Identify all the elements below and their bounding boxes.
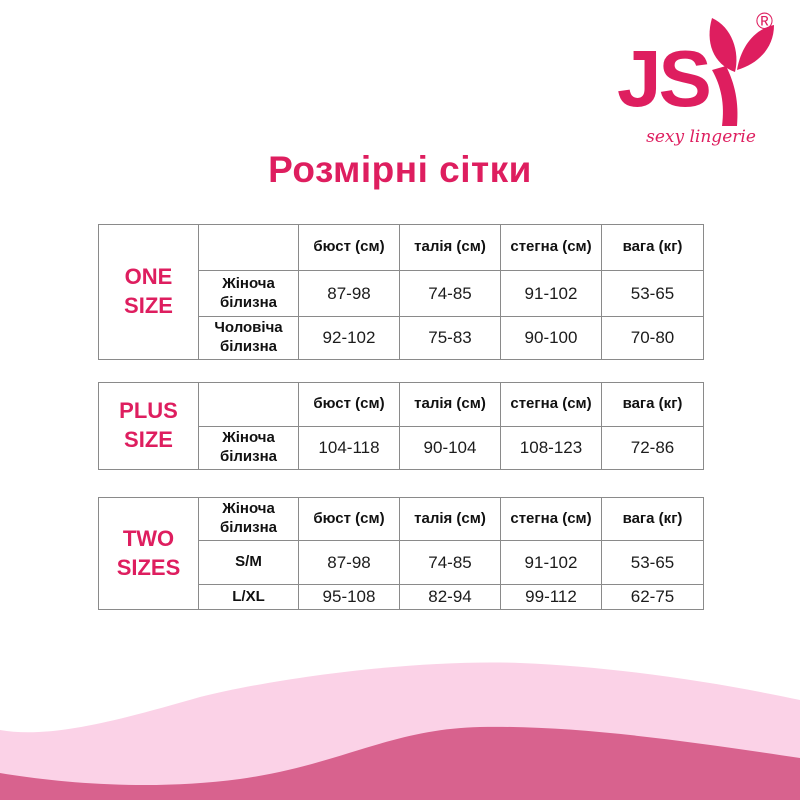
column-header: вага (кг) [602,498,704,541]
column-header: стегна (см) [501,498,602,541]
size-group-label: PLUS SIZE [99,383,199,470]
header-row [99,383,704,427]
size-value: 91-102 [501,271,602,317]
logo-letters: JS [617,34,709,123]
size-value: 90-100 [501,317,602,360]
row-label: Жіноча білизна [199,271,299,317]
waves-graphic [0,625,800,800]
y-leaves-glyph [710,18,774,126]
column-header: бюст (см) [299,383,400,427]
row-label: Жіноча білизна [199,427,299,470]
column-header: стегна (см) [501,383,602,427]
size-group-label: TWO SIZES [99,498,199,610]
size-table [98,224,704,360]
size-value: 99-112 [501,585,602,610]
size-value: 74-85 [400,271,501,317]
size-value: 91-102 [501,541,602,585]
size-value: 108-123 [501,427,602,470]
size-value: 53-65 [602,541,704,585]
size-value: 53-65 [602,271,704,317]
size-value: 72-86 [602,427,704,470]
row-label: Чоловіча білизна [199,317,299,360]
table-one-size [98,224,704,360]
column-header: талія (см) [400,383,501,427]
jsy-logo-icon [617,6,779,146]
column-header: вага (кг) [602,225,704,271]
footer-waves [0,625,800,800]
row-label: L/XL [199,585,299,610]
size-value: 62-75 [602,585,704,610]
y-stem [712,66,738,126]
size-value: 75-83 [400,317,501,360]
left-leaf-icon [710,18,737,72]
column-header: талія (см) [400,225,501,271]
size-value: 82-94 [400,585,501,610]
header-row [99,225,704,271]
size-value: 104-118 [299,427,400,470]
size-value: 90-104 [400,427,501,470]
size-value: 74-85 [400,541,501,585]
size-table [98,497,704,610]
column-header: бюст (см) [299,225,400,271]
page-title: Розмірні сітки [268,149,532,190]
size-group-label: ONE SIZE [99,225,199,360]
size-table [98,382,704,470]
size-value: 95-108 [299,585,400,610]
size-value: 92-102 [299,317,400,360]
column-header: талія (см) [400,498,501,541]
brand-logo [617,6,779,146]
column-header: стегна (см) [501,225,602,271]
row-label-header [199,225,299,271]
row-label: S/M [199,541,299,585]
column-header: бюст (см) [299,498,400,541]
column-header: вага (кг) [602,383,704,427]
row-label-header [199,383,299,427]
table-two-sizes [98,497,704,610]
row-label-header: Жіноча білизна [199,498,299,541]
size-value: 70-80 [602,317,704,360]
table-plus-size [98,382,704,470]
size-value: 87-98 [299,271,400,317]
registered-trademark-icon: ® [756,8,773,34]
size-value: 87-98 [299,541,400,585]
header-row [99,498,704,541]
brand-tagline: sexy lingerie [646,127,756,146]
